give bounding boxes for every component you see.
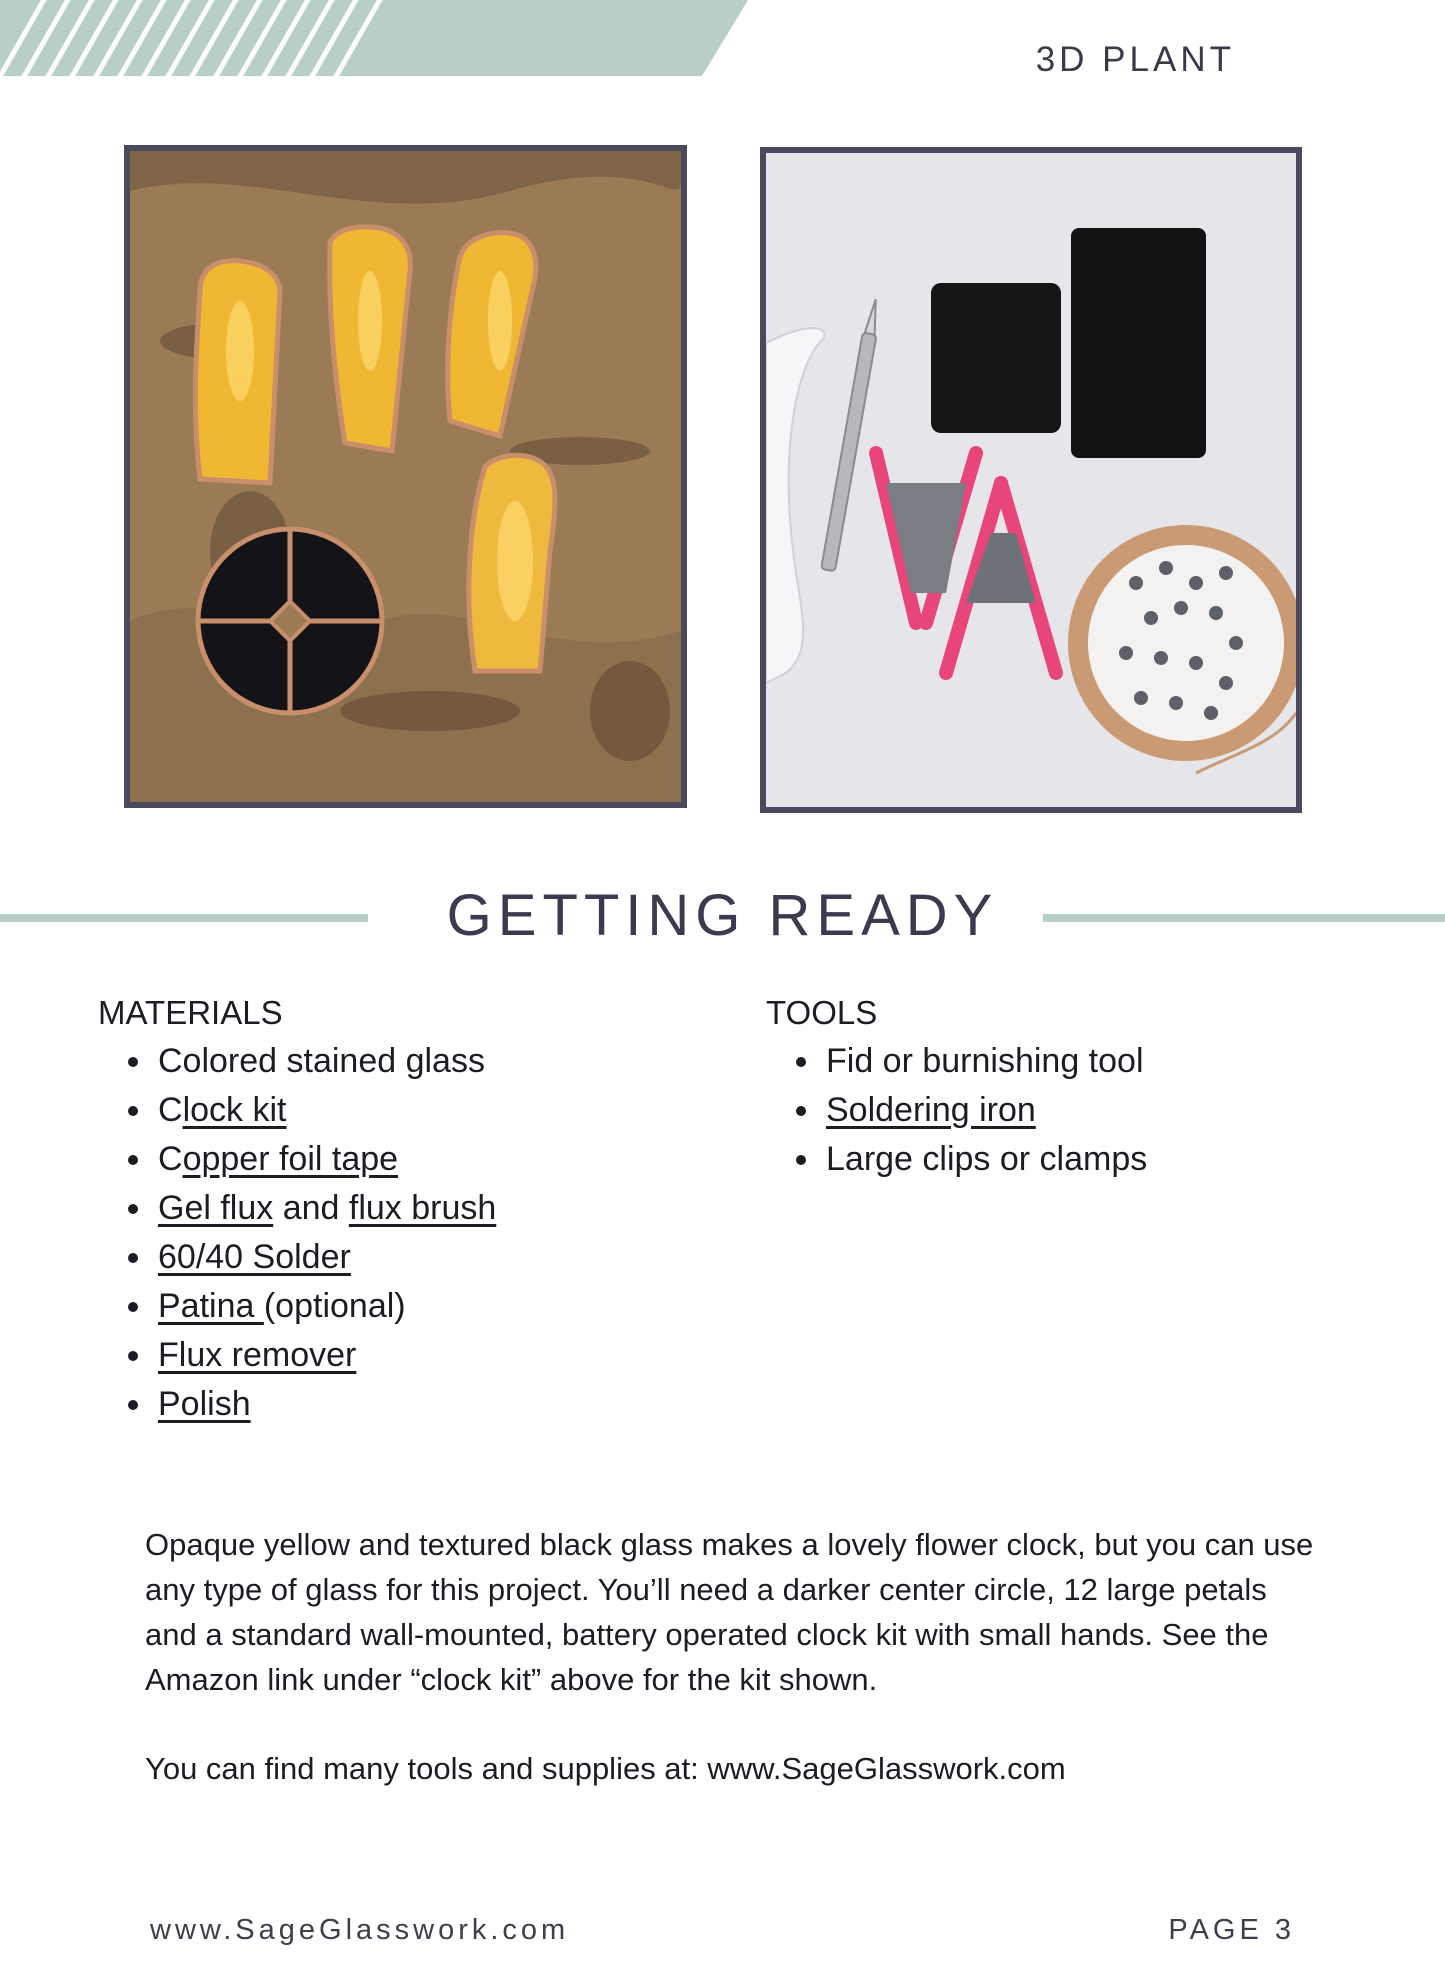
tools-photo bbox=[760, 147, 1302, 813]
materials-item bbox=[158, 1380, 496, 1429]
materials-item-text: and bbox=[273, 1189, 349, 1227]
materials-item bbox=[158, 1184, 496, 1233]
materials-item-link[interactable]: Polish bbox=[158, 1385, 251, 1423]
materials-item-link[interactable]: Flux remover bbox=[158, 1336, 357, 1374]
materials-item-text: Colored stained glass bbox=[158, 1042, 485, 1080]
materials-item-link[interactable]: Gel flux bbox=[158, 1189, 274, 1227]
document-title: 3D PLANT bbox=[1035, 40, 1235, 79]
tools-item-text: Large clips or clamps bbox=[826, 1140, 1148, 1178]
tools-item-link[interactable]: Soldering iron bbox=[826, 1091, 1036, 1129]
materials-item bbox=[158, 1135, 496, 1184]
tools-heading: TOOLS bbox=[766, 994, 878, 1031]
materials-heading: MATERIALS bbox=[98, 994, 283, 1031]
materials-item-link[interactable]: flux brush bbox=[348, 1189, 497, 1227]
materials-item bbox=[158, 1086, 496, 1135]
materials-item-text: (optional) bbox=[263, 1287, 406, 1325]
materials-item-link[interactable]: Patina bbox=[158, 1287, 264, 1325]
materials-item-link[interactable]: lock kit bbox=[182, 1091, 287, 1129]
materials-list bbox=[98, 1037, 496, 1429]
materials-item-text: C bbox=[158, 1140, 183, 1178]
glass-pieces-photo bbox=[124, 145, 687, 808]
tools-item-text: Fid or burnishing tool bbox=[826, 1042, 1144, 1080]
materials-item bbox=[158, 1233, 496, 1282]
tools-list bbox=[766, 1037, 1147, 1184]
materials-item-link[interactable]: opper foil tape bbox=[182, 1140, 399, 1178]
page-number: PAGE 3 bbox=[1168, 1914, 1295, 1946]
materials-item bbox=[158, 1037, 496, 1086]
materials-item-link[interactable]: 60/40 Solder bbox=[158, 1238, 351, 1276]
section-title: GETTING READY bbox=[446, 883, 999, 948]
materials-item-text: C bbox=[158, 1091, 183, 1129]
supplies-paragraph: You can find many tools and supplies at: www.SageGlasswork.com bbox=[145, 1751, 1066, 1786]
tools-item bbox=[826, 1135, 1147, 1184]
tools-item bbox=[826, 1037, 1147, 1086]
materials-item bbox=[158, 1331, 496, 1380]
materials-item bbox=[158, 1282, 496, 1331]
description-paragraph: Opaque yellow and textured black glass makes a lovely flower clock, but you can use any type of glass for this project. You’ll need a darker center circle, 12 large petals and a standard wall-mounted, battery operated clock kit with small hands. See the Amazon link under “clock kit” above for the kit shown. bbox=[145, 1527, 1314, 1697]
header-banner bbox=[0, 0, 750, 78]
footer-url[interactable]: www.SageGlasswork.com bbox=[150, 1914, 570, 1946]
tools-item bbox=[826, 1086, 1147, 1135]
